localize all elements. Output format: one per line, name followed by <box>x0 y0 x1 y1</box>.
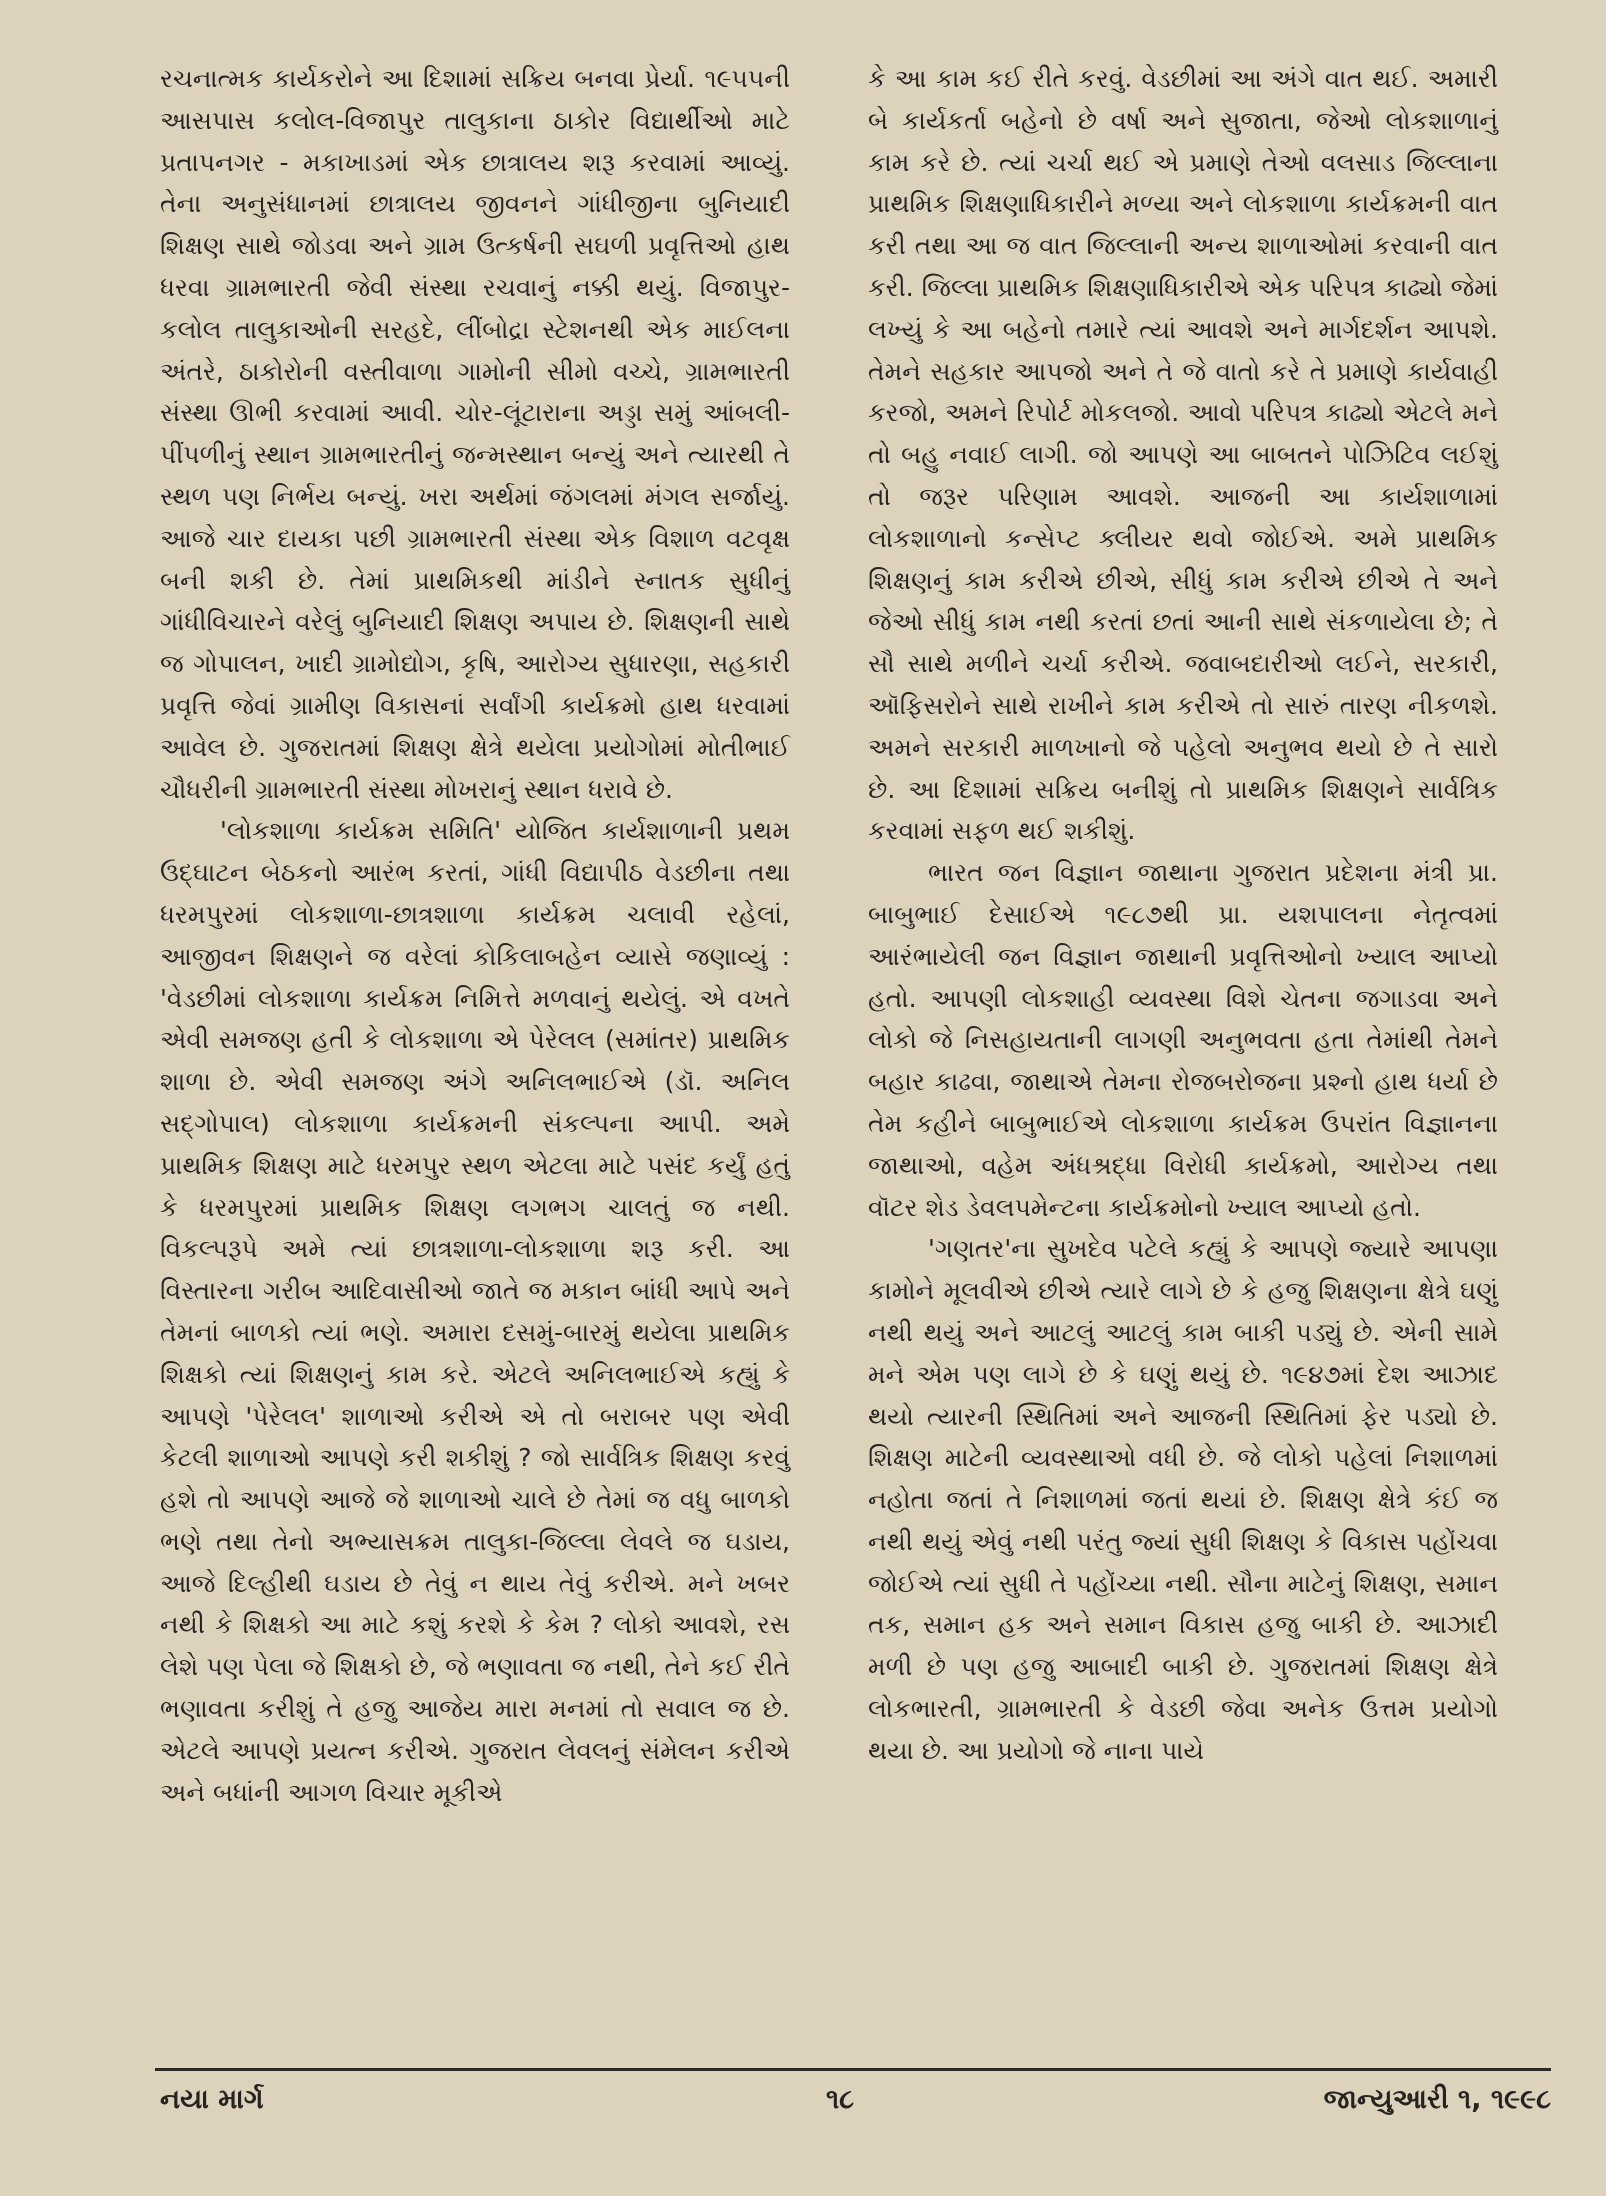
page-number: ૧૮ <box>825 2084 855 2115</box>
left-column <box>160 58 790 1813</box>
right-column <box>868 58 1498 1772</box>
paragraph: 'ગણતર'ના સુખદેવ પટેલે કહ્યું કે આપણે જ્યારે આપણા કામોને મૂલવીએ છીએ ત્યારે લાગે છે કે હજુ શિક્ષણના ક્ષેત્રે ઘણું નથી થયું અને આટલું આટલું કામ બાકી પડ્યું છે. એની સામે મને એમ પણ લાગે છે કે ઘણું થયું છે. ૧૯૪૭માં દેશ આઝાદ થયો ત્યારની સ્થિતિમાં અને આજની સ્થિતિમાં ફેર પડ્યો છે. શિક્ષણ માટેની વ્યવસ્થાઓ વધી છે. જે લોકો પહેલાં નિશાળમાં નહોતા જતાં તે નિશાળમાં જતાં થયાં છે. શિક્ષણ ક્ષેત્રે કંઈ જ નથી થયું એવું નથી પરંતુ જ્યાં સુધી શિક્ષણ કે વિકાસ પહોંચવા જોઈએ ત્યાં સુધી તે પહોંચ્યા નથી. સૌના માટેનું શિક્ષણ, સમાન તક, સમાન હક અને સમાન વિકાસ હજુ બાકી છે. આઝાદી મળી છે પણ હજુ આબાદી બાકી છે. ગુજરાતમાં શિક્ષણ ક્ષેત્રે લોકભારતી, ગ્રામભારતી કે વેડછી જેવા અનેક ઉત્તમ પ્રયોગો થયા છે. આ પ્રયોગો જે નાના પાયે <box>868 1234 1498 1765</box>
publication-name: નયા માર્ગ <box>160 2084 264 2115</box>
footer-divider <box>155 2068 1551 2071</box>
paragraph: રચનાત્મક કાર્યકરોને આ દિશામાં સક્રિય બનવા પ્રેર્યા. ૧૯૫૫ની આસપાસ કલોલ-વિજાપુર તાલુકાના ઠાકોર વિદ્યાર્થીઓ માટે પ્રતાપનગર - મકાખાડમાં એક છાત્રાલય શરૂ કરવામાં આવ્યું. તેના અનુસંધાનમાં છાત્રાલય જીવનને ગાંધીજીના બુનિયાદી શિક્ષણ સાથે જોડવા અને ગ્રામ ઉત્કર્ષની સઘળી પ્રવૃત્તિઓ હાથ ધરવા ગ્રામભારતી જેવી સંસ્થા રચવાનું નક્કી થયું. વિજાપુર-કલોલ તાલુકાઓની સરહદે, લીંબોદ્રા સ્ટેશનથી એક માઈલના અંતરે, ઠાકોરોની વસ્તીવાળા ગામોની સીમો વચ્ચે, ગ્રામભારતી સંસ્થા ઊભી કરવામાં આવી. ચોર-લૂંટારાના અડ્ડા સમું આંબલી-પીંપળીનું સ્થાન ગ્રામભારતીનું જન્મસ્થાન બન્યું અને ત્યારથી તે સ્થળ પણ નિર્ભય બન્યું. ખરા અર્થમાં જંગલમાં મંગલ સર્જાયું. આજે ચાર દાયકા પછી ગ્રામભારતી સંસ્થા એક વિશાળ વટવૃક્ષ બની શકી છે. તેમાં પ્રાથમિકથી માંડીને સ્નાતક સુધીનું ગાંધીવિચારને વરેલું બુનિયાદી શિક્ષણ અપાય છે. શિક્ષણની સાથે જ ગોપાલન, ખાદી ગ્રામોદ્યોગ, કૃષિ, આરોગ્ય સુધારણા, સહકારી પ્રવૃત્તિ જેવાં ગ્રામીણ વિકાસનાં સર્વાંગી કાર્યક્રમો હાથ ધરવામાં આવેલ છે. ગુજરાતમાં શિક્ષણ ક્ષેત્રે થયેલા પ્રયોગોમાં મોતીભાઈ ચૌધરીની ગ્રામભારતી સંસ્થા મોખરાનું સ્થાન ધરાવે છે. <box>160 64 790 804</box>
issue-date: જાન્યુઆરી ૧, ૧૯૯૮ <box>1323 2084 1551 2115</box>
paragraph: 'લોકશાળા કાર્યક્રમ સમિતિ' યોજિત કાર્યશાળાની પ્રથમ ઉદ્ઘાટન બેઠકનો આરંભ કરતાં, ગાંધી વિદ્યાપીઠ વેડછીના તથા ધરમપુરમાં લોકશાળા-છાત્રશાળા કાર્યક્રમ ચલાવી રહેલાં, આજીવન શિક્ષણને જ વરેલાં કોકિલાબહેન વ્યાસે જણાવ્યું : 'વેડછીમાં લોકશાળા કાર્યક્રમ નિમિત્તે મળવાનું થયેલું. એ વખતે એવી સમજણ હતી કે લોકશાળા એ પેરેલલ (સમાંતર) પ્રાથમિક શાળા છે. એવી સમજણ અંગે અનિલભાઈએ (ડૉ. અનિલ સદ્ગોપાલ) લોકશાળા કાર્યક્રમની સંકલ્પના આપી. અમે પ્રાથમિક શિક્ષણ માટે ધરમપુર સ્થળ એટલા માટે પસંદ કર્યું હતું કે ધરમપુરમાં પ્રાથમિક શિક્ષણ લગભગ ચાલતું જ નથી. વિકલ્પરૂપે અમે ત્યાં છાત્રશાળા-લોકશાળા શરૂ કરી. આ વિસ્તારના ગરીબ આદિવાસીઓ જાતે જ મકાન બાંધી આપે અને તેમનાં બાળકો ત્યાં ભણે. અમારા દસમું-બારમું થયેલા પ્રાથમિક શિક્ષકો ત્યાં શિક્ષણનું કામ કરે. એટલે અનિલભાઈએ કહ્યું કે આપણે 'પેરેલલ' શાળાઓ કરીએ એ તો બરાબર પણ એવી કેટલી શાળાઓ આપણે કરી શકીશું ? જો સાર્વત્રિક શિક્ષણ કરવું હશે તો આપણે આજે જે શાળાઓ ચાલે છે તેમાં જ વધુ બાળકો ભણે તથા તેનો અભ્યાસક્રમ તાલુકા-જિલ્લા લેવલે જ ઘડાય, આજે દિલ્હીથી ઘડાય છે તેવું ન થાય તેવું કરીએ. મને ખબર નથી કે શિક્ષકો આ માટે કશું કરશે કે કેમ ? લોકો આવશે, રસ લેશે પણ પેલા જે શિક્ષકો છે, જે ભણાવતા જ નથી, તેને કઈ રીતે ભણાવતા કરીશું તે હજુ આજેય મારા મનમાં તો સવાલ જ છે. એટલે આપણે પ્રયત્ન કરીએ. ગુજરાત લેવલનું સંમેલન કરીએ અને બધાંની આગળ વિચાર મૂકીએ <box>160 816 790 1807</box>
page-footer <box>0 2084 1606 2134</box>
paragraph: ભારત જન વિજ્ઞાન જાથાના ગુજરાત પ્રદેશના મંત્રી પ્રા. બાબુભાઈ દેસાઈએ ૧૯૮૭થી પ્રા. યશપાલના નેતૃત્વમાં આરંભાયેલી જન વિજ્ઞાન જાથાની પ્રવૃત્તિઓનો ખ્યાલ આપ્યો હતો. આપણી લોકશાહી વ્યવસ્થા વિશે ચેતના જગાડવા અને લોકો જે નિસહાયતાની લાગણી અનુભવતા હતા તેમાંથી તેમને બહાર કાઢવા, જાથાએ તેમના રોજબરોજના પ્રશ્નો હાથ ધર્યા છે તેમ કહીને બાબુભાઈએ લોકશાળા કાર્યક્રમ ઉપરાંત વિજ્ઞાનના જાથાઓ, વહેમ અંધશ્રદ્ધા વિરોધી કાર્યક્રમો, આરોગ્ય તથા વૉટર શેડ ડેવલપમેન્ટના કાર્યક્રમોનો ખ્યાલ આપ્યો હતો. <box>868 858 1498 1222</box>
paragraph: કે આ કામ કઈ રીતે કરવું. વેડછીમાં આ અંગે વાત થઈ. અમારી બે કાર્યકર્તા બહેનો છે વર્ષા અને સુજાતા, જેઓ લોકશાળાનું કામ કરે છે. ત્યાં ચર્ચા થઈ એ પ્રમાણે તેઓ વલસાડ જિલ્લાના પ્રાથમિક શિક્ષણાધિકારીને મળ્યા અને લોકશાળા કાર્યક્રમની વાત કરી તથા આ જ વાત જિલ્લાની અન્ય શાળાઓમાં કરવાની વાત કરી. જિલ્લા પ્રાથમિક શિક્ષણાધિકારીએ એક પરિપત્ર કાઢ્યો જેમાં લખ્યું કે આ બહેનો તમારે ત્યાં આવશે અને માર્ગદર્શન આપશે. તેમને સહકાર આપજો અને તે જે વાતો કરે તે પ્રમાણે કાર્યવાહી કરજો, અમને રિપોર્ટ મોકલજો. આવો પરિપત્ર કાઢ્યો એટલે મને તો બહુ નવાઈ લાગી. જો આપણે આ બાબતને પોઝિટિવ લઈશું તો જરૂર પરિણામ આવશે. આજની આ કાર્યશાળામાં લોકશાળાનો કન્સેપ્ટ ક્લીયર થવો જોઈએ. અમે પ્રાથમિક શિક્ષણનું કામ કરીએ છીએ, સીધું કામ કરીએ છીએ તે અને જેઓ સીધું કામ નથી કરતાં છતાં આની સાથે સંકળાયેલા છે; તે સૌ સાથે મળીને ચર્ચા કરીએ. જવાબદારીઓ લઈને, સરકારી, ઑફિસરોને સાથે રાખીને કામ કરીએ તો સારું તારણ નીકળશે. અમને સરકારી માળખાનો જે પહેલો અનુભવ થયો છે તે સારો છે. આ દિશામાં સક્રિય બનીશું તો પ્રાથમિક શિક્ષણને સાર્વત્રિક કરવામાં સફળ થઈ શકીશું. <box>868 64 1498 846</box>
